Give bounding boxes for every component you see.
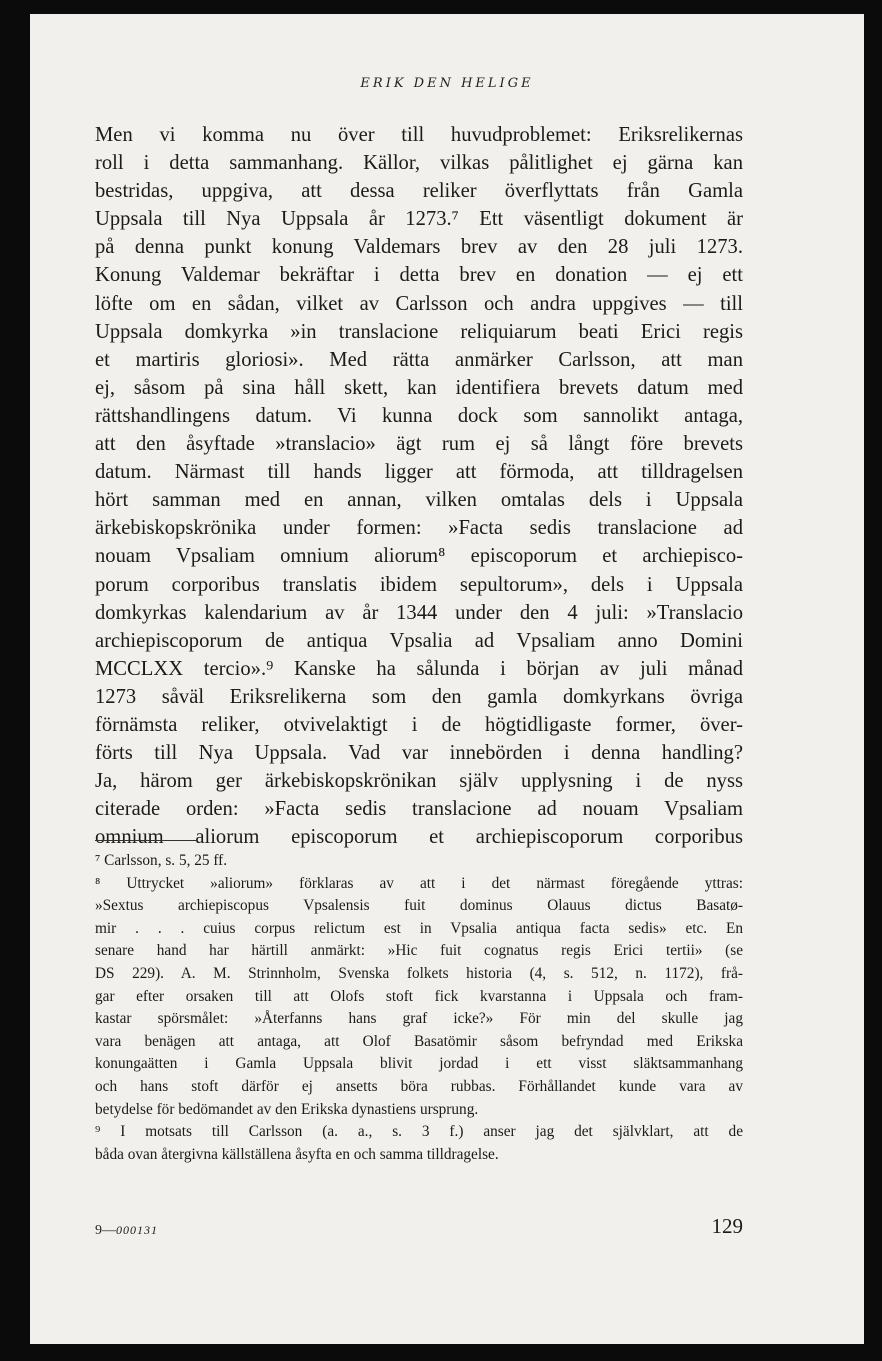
body-line: att den åsyftade »translacio» ägt rum ej så långt före brevets — [95, 433, 743, 456]
body-line: 1273 såväl Eriksrelikerna som den gamla domkyrkans övriga — [95, 685, 743, 708]
body-line: omnium aliorum episcoporum et archiepiscoporum corporibus — [95, 826, 743, 849]
body-line: archiepiscoporum de antiqua Vpsalia ad Vpsaliam anno Domini — [95, 629, 743, 652]
body-line: et martiris gloriosi». Med rätta anmärker Carlsson, att man — [95, 348, 743, 371]
body-line: MCCLXX tercio».⁹ Kanske ha sålunda i början av juli månad — [95, 657, 743, 680]
page-number: 129 — [711, 1214, 743, 1238]
body-line: Ja, härom ger ärkebiskopskrönikan själv upplysning i de nyss — [95, 770, 743, 793]
body-line: på denna punkt konung Valdemars brev av den 28 juli 1273. — [95, 236, 743, 259]
footnote-line: DS 229). A. M. Strinnholm, Svenska folkets historia (4, s. 512, n. 1172), frå- — [95, 964, 743, 982]
signature-prefix: 9— — [95, 1223, 116, 1238]
footnote-line: senare hand har härtill anmärkt: »Hic fuit cognatus regis Erici tertii» (se — [95, 942, 743, 960]
footnotes — [95, 850, 743, 1166]
body-line: Men vi komma nu över till huvudproblemet: Eriksrelikernas — [95, 124, 743, 146]
body-line: löfte om en sådan, vilket av Carlsson och andra uppgives — till — [95, 292, 743, 315]
body-line: Uppsala domkyrka »in translacione reliquiarum beati Erici regis — [95, 320, 743, 343]
body-line: citerade orden: »Facta sedis translacione ad nouam Vpsaliam — [95, 798, 743, 821]
body-text — [95, 121, 743, 851]
book-page — [30, 14, 864, 1344]
footnote-line: ⁹ I motsats till Carlsson (a. a., s. 3 f.) anser jag det självklart, att de — [95, 1123, 743, 1141]
footnote-line: betydelse för bedömandet av den Erikska dynastiens ursprung. — [95, 1100, 479, 1118]
body-line: domkyrkas kalendarium av år 1344 under den 4 juli: »Translacio — [95, 601, 743, 624]
footnote-line: »Sextus archiepiscopus Vpsalensis fuit dominus Olauus dictus Basatø- — [95, 897, 743, 915]
footnote-line: gar efter orsaken till att Olofs stoft fick kvarstanna i Uppsala och fram- — [95, 987, 743, 1005]
body-line: ärkebiskopskrönika under formen: »Facta sedis translacione ad — [95, 517, 743, 540]
footnote-line: konungaätten i Gamla Uppsala blivit jordad i ett visst släktsammanhang — [95, 1055, 743, 1073]
running-head: ERIK DEN HELIGE — [360, 76, 534, 91]
body-line: datum. Närmast till hands ligger att förmoda, att tilldragelsen — [95, 461, 743, 484]
footnote-line: ⁸ Uttrycket »aliorum» förklaras av att i det närmast föregående yttras: — [95, 874, 743, 892]
body-line: Konung Valdemar bekräftar i detta brev en donation — ej ett — [95, 264, 743, 287]
body-line: rättshandlingens datum. Vi kunna dock som sannolikt antaga, — [95, 404, 743, 427]
footnote-divider — [95, 840, 197, 841]
footnote-line: och hans stoft därför ej ansetts böra rubbas. Förhållandet kunde vara av — [95, 1077, 743, 1095]
footnote-line: ⁷ Carlsson, s. 5, 25 ff. — [95, 852, 228, 869]
body-line: bestridas, uppgiva, att dessa reliker överflyttats från Gamla — [95, 180, 743, 203]
body-line: nouam Vpsaliam omnium aliorum⁸ episcoporum et archiepisco- — [95, 545, 743, 568]
printer-signature — [95, 1223, 158, 1239]
body-line: förnämsta reliker, otvivelaktigt i de högtidligaste former, över- — [95, 713, 743, 736]
footnote-line: mir . . . cuius corpus relictum est in Vpsalia antiqua facta sedis» etc. En — [95, 919, 743, 937]
footnote-line: vara benägen att antaga, att Olof Basatömir såsom befryndad med Erikska — [95, 1032, 743, 1050]
body-line: roll i detta sammanhang. Källor, vilkas pålitlighet ej gärna kan — [95, 152, 743, 175]
signature-code: 000131 — [116, 1223, 158, 1237]
footnote-line: båda ovan återgivna källställena åsyfta en och samma tilldragelse. — [95, 1145, 499, 1163]
body-line: förts till Nya Uppsala. Vad var innebörden i denna handling? — [95, 742, 743, 765]
footnote-line: kastar spörsmålet: »Återfanns hans graf icke?» För min del skulle jag — [95, 1010, 743, 1028]
body-line: hört samman med en annan, vilken omtalas dels i Uppsala — [95, 489, 743, 512]
body-line: ej, såsom på sina håll skett, kan identifiera brevets datum med — [95, 376, 743, 399]
body-line: porum corporibus translatis ibidem sepultorum», dels i Uppsala — [95, 573, 743, 596]
body-line: Uppsala till Nya Uppsala år 1273.⁷ Ett väsentligt dokument är — [95, 208, 743, 231]
